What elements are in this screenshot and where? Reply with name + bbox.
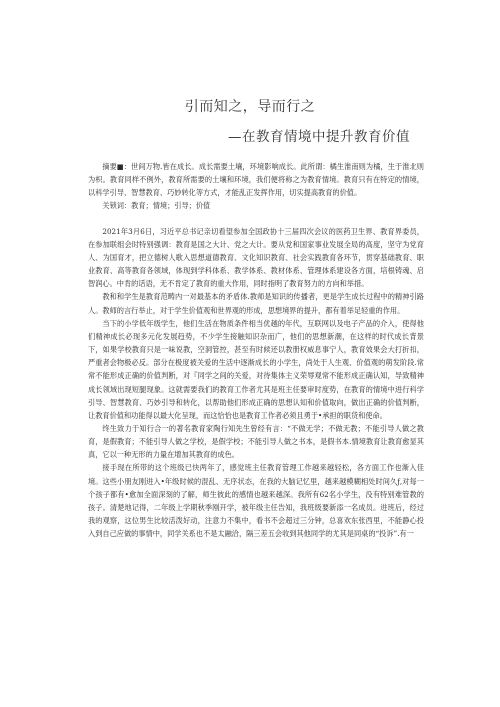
document-subtitle: —在教育情境中提升教育价值 — [228, 129, 410, 145]
abstract-paragraph: 摘要■：世间万物.皆在成长。成长需要土壤，环境影响成长。此所谓：橘生淮南则为橘，生于淮北则为枳。教育同样不例外，教育所需要的土壤和环境，我们便将称之为教育情境。教育只有在特定的情境，以科学引导、智慧教育、巧妙转化等方式，才能乱正发挥作用，切实提高教育的价值。 — [88, 162, 424, 198]
body-paragraph: 当下的小学低年级学生，他们生活在物质条件相当优越的年代，互联网以及电子产品的介入，使得他们精神成长必现多元化发展趋势，不少学生接触知识杂而广，他们的思想新潮，在这样的时代成长背景下，如果学校教育只是一味说教，空洞管控，甚至有时候还以教册权威息事宁人，教育效果会大打折扣，严重者会物极必反。部分在极度被关爱的生活中逐渐成长的小学生，尚处于人生观、价值观的萌发阶段.常常不能形成正确的价值判断，对『同学之间的关爱，对待集体主义荣辱观常不能形成正确认知，导致精神成长领域出现短腿现象。这就需要我们的教育工作者尤其是班主任要审时度势，在教育的情境中进行科学引导、智慧教育、巧妙引导和转化，以帮助他们形成正确的思想认知和价值取向，做出正确的价值判断，让教育价值和功能得以最大化呈现，而这恰恰也是教育工作者必须且勇于•承担的职货和使命。 — [88, 318, 424, 420]
body-paragraph: 接手现在所带的这个班级已快两年了，感觉班主任教育管理工作越来越轻松，各方面工作也渐入佳境。这些小朋友刚进入•年级时候的混乱、无序状态，在我的大脑记忆里，越来越模糊相处时间久ƒ,对每一个孩子都有•愈加全面深刻的了解，师生彼此的感情也越来越深。我所有62名小学生，没有特别难管教的孩子。清楚地记得，二年级上学期秋季刚开学，被年级主任告知，我班级要新添一名成员。进班后，经过我的观察，这位男生比较活泼好动，注意力不集中，看书不会超过三分钟，总喜欢东张西里，不能静心投入到自己应做的事情中，同学关系也不是太融洽，隔三差五会收到其他同学的尤其是同桌的“投诉”.有一 — [88, 463, 424, 539]
body-paragraph: 终生致力于知行合一的著名教育家陶行知先生曾经有言：“不做无学；不做无教；不能引导人做之教育，是假教育；不能引导人做之学校，是假学校；不能引导人做之书本，是假书本.情境教育让教育愈显其真，它以一种无形的力量在增加其教育的成色。 — [88, 423, 424, 460]
document-title: 引而知之，导而行之 — [184, 99, 316, 115]
keywords-line: 关锁词：教育；情境；引导；价值 — [102, 201, 211, 211]
document-body — [88, 160, 424, 540]
body-paragraph: 2021年3月6日，习近平总书记亲切看望参加全国政协十三届四次会议的医药卫生界、教育界委员，在参加联组会时特别强调：教育是国之大计、党之大计。要从党和国家事业发展全局的高度，坚守为党育人、为国育才，把立德树人歌入思想道德教育、文化知识教育、社会实践教育各环节，贯穿基础教育、职业教育、高等教育各领域，体现到学科体系、教学体系、教材体系、管理体系建设各方面，培根铸魂、启智润心。中肯的话语，无不肯定了教育的重大作用，同时指明了教育努力的方向和举措。 — [88, 226, 424, 289]
body-paragraph: 教和和学生是教育范畴内一对最基本的矛盾体.教师是知识的传播者，更是学生成长过程中的精神引路人。教师的言行举止，对于学生价值观和世界观的形成，思想境界的提升，都有着举足轻重的作用。 — [88, 292, 424, 315]
